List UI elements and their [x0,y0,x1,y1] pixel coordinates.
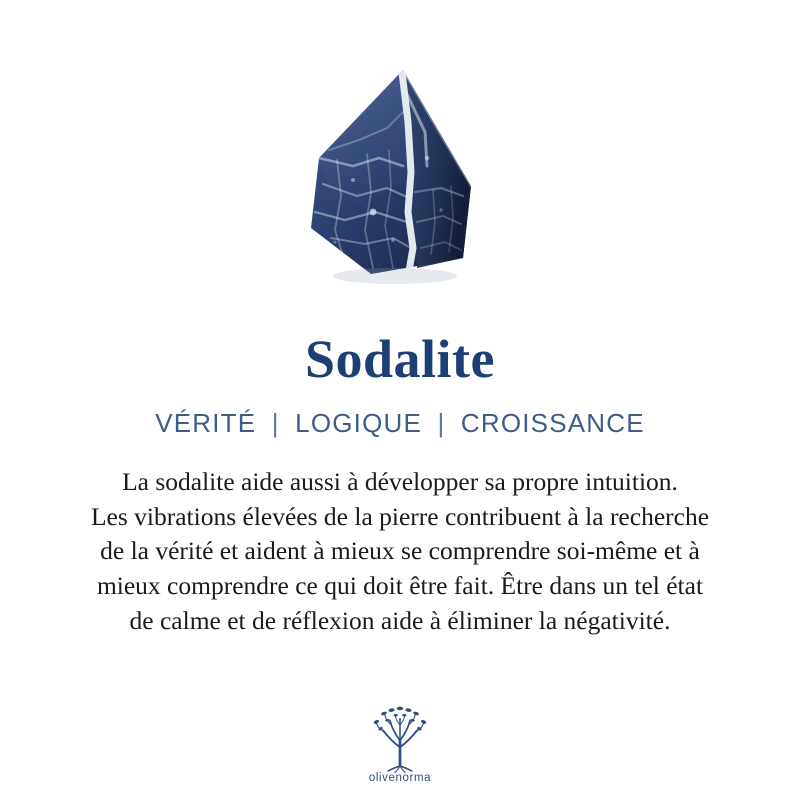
description-line: de calme et de réflexion aide à éliminer la négativité. [129,605,671,635]
page-title: Sodalite [304,329,496,389]
brand-logo [0,700,800,784]
keyword-separator-1: | [271,408,280,438]
brand-name: olivenorma [368,772,432,784]
product-description [20,465,780,638]
stone-image-area [0,0,800,330]
stone-photo [275,62,525,312]
keyword-list [155,408,645,439]
description-line: La sodalite aide aussi à développer sa propre intuition. [122,467,678,496]
sodalite-stone-illustration [275,62,525,312]
description-line: de la vérité et aident à mieux se comprendre soi-même et à [100,536,700,566]
keyword-1: VÉRITÉ [155,408,257,438]
description-line: mieux comprendre ce qui doit être fait. Être dans un tel état [96,571,704,601]
keyword-3: CROISSANCE [460,408,645,438]
tree-of-life-icon [357,700,443,776]
description-line: Les vibrations élevées de la pierre contribuent à la recherche [90,501,710,531]
keyword-separator-2: | [437,408,446,438]
keyword-2: LOGIQUE [295,408,423,438]
